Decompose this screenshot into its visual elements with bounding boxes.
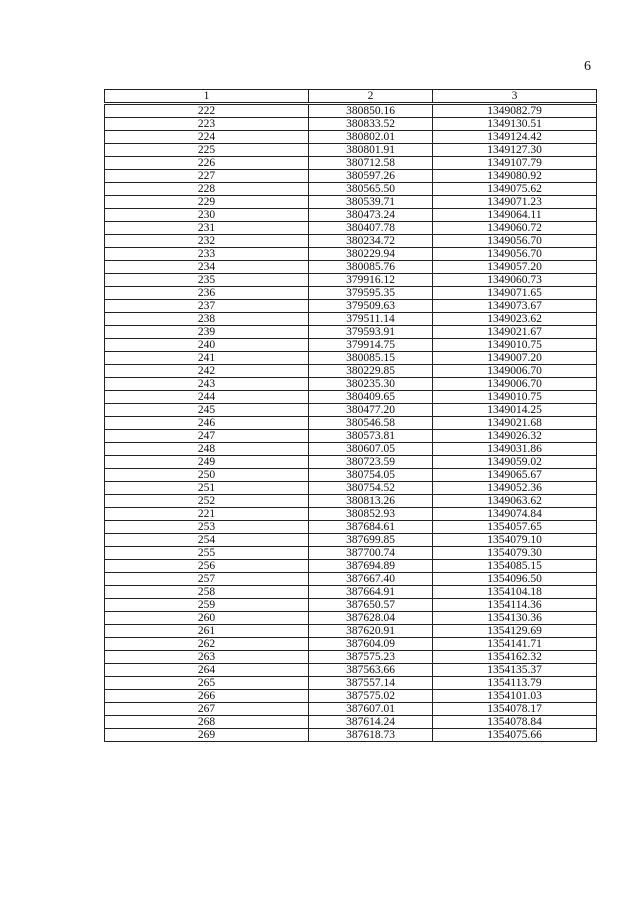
y-coordinate-cell: 1349063.62 [433,495,597,508]
point-number-cell: 232 [105,235,309,248]
y-coordinate-cell: 1354129.69 [433,625,597,638]
x-coordinate-cell: 380754.05 [309,469,433,482]
table-row [105,508,597,521]
point-number-cell: 221 [105,508,309,521]
y-coordinate-cell: 1354114.36 [433,599,597,612]
point-number-cell: 260 [105,612,309,625]
x-coordinate-cell: 387700.74 [309,547,433,560]
table-row [105,677,597,690]
point-number-cell: 237 [105,300,309,313]
table-row [105,196,597,209]
y-coordinate-cell: 1354104.18 [433,586,597,599]
x-coordinate-cell: 380802.01 [309,131,433,144]
point-number-cell: 267 [105,703,309,716]
table-row [105,326,597,339]
table-row [105,313,597,326]
point-number-cell: 248 [105,443,309,456]
y-coordinate-cell: 1349082.79 [433,104,597,118]
x-coordinate-cell: 387684.61 [309,521,433,534]
y-coordinate-cell: 1354141.71 [433,638,597,651]
x-coordinate-cell: 379509.63 [309,300,433,313]
point-number-cell: 224 [105,131,309,144]
x-coordinate-cell: 380235.30 [309,378,433,391]
x-coordinate-cell: 387563.66 [309,664,433,677]
point-number-cell: 261 [105,625,309,638]
x-coordinate-cell: 380085.15 [309,352,433,365]
x-coordinate-cell: 380409.65 [309,391,433,404]
table-row [105,104,597,118]
point-number-cell: 245 [105,404,309,417]
y-coordinate-cell: 1354085.15 [433,560,597,573]
x-coordinate-cell: 387699.85 [309,534,433,547]
table-row [105,612,597,625]
y-coordinate-cell: 1349031.86 [433,443,597,456]
x-coordinate-cell: 387628.04 [309,612,433,625]
x-coordinate-cell: 387650.57 [309,599,433,612]
table-row [105,209,597,222]
point-number-cell: 253 [105,521,309,534]
table-row [105,625,597,638]
x-coordinate-cell: 379916.12 [309,274,433,287]
point-number-cell: 264 [105,664,309,677]
y-coordinate-cell: 1349007.20 [433,352,597,365]
point-number-cell: 249 [105,456,309,469]
x-coordinate-cell: 380234.72 [309,235,433,248]
point-number-cell: 235 [105,274,309,287]
point-number-cell: 225 [105,144,309,157]
point-number-cell: 243 [105,378,309,391]
y-coordinate-cell: 1354096.50 [433,573,597,586]
point-number-cell: 266 [105,690,309,703]
table-row [105,521,597,534]
point-number-cell: 231 [105,222,309,235]
table-row [105,443,597,456]
table-row [105,573,597,586]
x-coordinate-cell: 387607.01 [309,703,433,716]
y-coordinate-cell: 1349059.02 [433,456,597,469]
table-row [105,235,597,248]
y-coordinate-cell: 1349014.25 [433,404,597,417]
table-row [105,456,597,469]
x-coordinate-cell: 380850.16 [309,104,433,118]
table-row [105,378,597,391]
x-coordinate-cell: 387620.91 [309,625,433,638]
table-row [105,417,597,430]
y-coordinate-cell: 1354130.36 [433,612,597,625]
column-header-y: 3 [433,90,597,104]
x-coordinate-cell: 387694.89 [309,560,433,573]
point-number-cell: 233 [105,248,309,261]
y-coordinate-cell: 1349021.68 [433,417,597,430]
table-row [105,599,597,612]
table-header [105,90,597,104]
x-coordinate-cell: 380607.05 [309,443,433,456]
x-coordinate-cell: 379914.75 [309,339,433,352]
x-coordinate-cell: 379593.91 [309,326,433,339]
table-row [105,482,597,495]
point-number-cell: 234 [105,261,309,274]
x-coordinate-cell: 380754.52 [309,482,433,495]
x-coordinate-cell: 387667.40 [309,573,433,586]
x-coordinate-cell: 380852.93 [309,508,433,521]
table-row [105,651,597,664]
x-coordinate-cell: 380565.50 [309,183,433,196]
table-row [105,365,597,378]
y-coordinate-cell: 1349071.23 [433,196,597,209]
y-coordinate-cell: 1349057.20 [433,261,597,274]
table-row [105,144,597,157]
x-coordinate-cell: 380573.81 [309,430,433,443]
point-number-cell: 227 [105,170,309,183]
y-coordinate-cell: 1349006.70 [433,378,597,391]
table-row [105,352,597,365]
point-number-cell: 268 [105,716,309,729]
table-row [105,690,597,703]
table-row [105,586,597,599]
y-coordinate-cell: 1349026.32 [433,430,597,443]
point-number-cell: 252 [105,495,309,508]
y-coordinate-cell: 1354079.30 [433,547,597,560]
point-number-cell: 254 [105,534,309,547]
header-row [105,90,597,104]
y-coordinate-cell: 1349130.51 [433,118,597,131]
y-coordinate-cell: 1354113.79 [433,677,597,690]
table-row [105,170,597,183]
x-coordinate-cell: 380801.91 [309,144,433,157]
x-coordinate-cell: 380539.71 [309,196,433,209]
table-body [105,104,597,742]
point-number-cell: 247 [105,430,309,443]
point-number-cell: 241 [105,352,309,365]
y-coordinate-cell: 1349080.92 [433,170,597,183]
point-number-cell: 255 [105,547,309,560]
y-coordinate-cell: 1354079.10 [433,534,597,547]
table-row [105,183,597,196]
column-header-x: 2 [309,90,433,104]
y-coordinate-cell: 1349073.67 [433,300,597,313]
x-coordinate-cell: 380407.78 [309,222,433,235]
point-number-cell: 223 [105,118,309,131]
point-number-cell: 238 [105,313,309,326]
y-coordinate-cell: 1349060.72 [433,222,597,235]
y-coordinate-cell: 1349075.62 [433,183,597,196]
point-number-cell: 244 [105,391,309,404]
x-coordinate-cell: 379595.35 [309,287,433,300]
x-coordinate-cell: 387557.14 [309,677,433,690]
x-coordinate-cell: 380712.58 [309,157,433,170]
x-coordinate-cell: 380833.52 [309,118,433,131]
table-row [105,248,597,261]
y-coordinate-cell: 1349127.30 [433,144,597,157]
point-number-cell: 236 [105,287,309,300]
x-coordinate-cell: 387664.91 [309,586,433,599]
y-coordinate-cell: 1354162.32 [433,651,597,664]
y-coordinate-cell: 1354078.17 [433,703,597,716]
y-coordinate-cell: 1354101.03 [433,690,597,703]
point-number-cell: 259 [105,599,309,612]
y-coordinate-cell: 1349010.75 [433,391,597,404]
point-number-cell: 262 [105,638,309,651]
y-coordinate-cell: 1349010.75 [433,339,597,352]
y-coordinate-cell: 1354075.66 [433,729,597,742]
table-row [105,287,597,300]
point-number-cell: 250 [105,469,309,482]
point-number-cell: 265 [105,677,309,690]
table-row [105,261,597,274]
y-coordinate-cell: 1349023.62 [433,313,597,326]
point-number-cell: 229 [105,196,309,209]
y-coordinate-cell: 1349124.42 [433,131,597,144]
point-number-cell: 239 [105,326,309,339]
x-coordinate-cell: 380473.24 [309,209,433,222]
y-coordinate-cell: 1349056.70 [433,235,597,248]
table-row [105,664,597,677]
x-coordinate-cell: 380546.58 [309,417,433,430]
y-coordinate-cell: 1349006.70 [433,365,597,378]
point-number-cell: 240 [105,339,309,352]
y-coordinate-cell: 1349065.67 [433,469,597,482]
point-number-cell: 222 [105,104,309,118]
table-row [105,430,597,443]
point-number-cell: 246 [105,417,309,430]
point-number-cell: 226 [105,157,309,170]
x-coordinate-cell: 380229.85 [309,365,433,378]
table-row [105,339,597,352]
table-row [105,274,597,287]
y-coordinate-cell: 1349064.11 [433,209,597,222]
point-number-cell: 230 [105,209,309,222]
point-number-cell: 228 [105,183,309,196]
table-row [105,222,597,235]
x-coordinate-cell: 387575.02 [309,690,433,703]
point-number-cell: 242 [105,365,309,378]
table-row [105,469,597,482]
y-coordinate-cell: 1354078.84 [433,716,597,729]
point-number-cell: 257 [105,573,309,586]
x-coordinate-cell: 387614.24 [309,716,433,729]
x-coordinate-cell: 380597.26 [309,170,433,183]
y-coordinate-cell: 1354135.37 [433,664,597,677]
table-row [105,391,597,404]
x-coordinate-cell: 380229.94 [309,248,433,261]
coordinates-table [104,89,597,742]
x-coordinate-cell: 387575.23 [309,651,433,664]
y-coordinate-cell: 1354057.65 [433,521,597,534]
page-number: 6 [584,59,591,74]
table-row [105,118,597,131]
x-coordinate-cell: 380813.26 [309,495,433,508]
x-coordinate-cell: 379511.14 [309,313,433,326]
y-coordinate-cell: 1349052.36 [433,482,597,495]
table-row [105,729,597,742]
point-number-cell: 263 [105,651,309,664]
table-row [105,495,597,508]
y-coordinate-cell: 1349071.65 [433,287,597,300]
y-coordinate-cell: 1349021.67 [433,326,597,339]
table-row [105,716,597,729]
table-row [105,547,597,560]
column-header-point-number: 1 [105,90,309,104]
point-number-cell: 251 [105,482,309,495]
y-coordinate-cell: 1349060.73 [433,274,597,287]
table-row [105,703,597,716]
x-coordinate-cell: 380723.59 [309,456,433,469]
table-row [105,131,597,144]
y-coordinate-cell: 1349056.70 [433,248,597,261]
x-coordinate-cell: 387618.73 [309,729,433,742]
y-coordinate-cell: 1349074.84 [433,508,597,521]
x-coordinate-cell: 380477.20 [309,404,433,417]
table-row [105,157,597,170]
y-coordinate-cell: 1349107.79 [433,157,597,170]
table-row [105,404,597,417]
point-number-cell: 269 [105,729,309,742]
point-number-cell: 258 [105,586,309,599]
table-row [105,638,597,651]
table-row [105,534,597,547]
x-coordinate-cell: 387604.09 [309,638,433,651]
point-number-cell: 256 [105,560,309,573]
table-row [105,560,597,573]
x-coordinate-cell: 380085.76 [309,261,433,274]
table-row [105,300,597,313]
